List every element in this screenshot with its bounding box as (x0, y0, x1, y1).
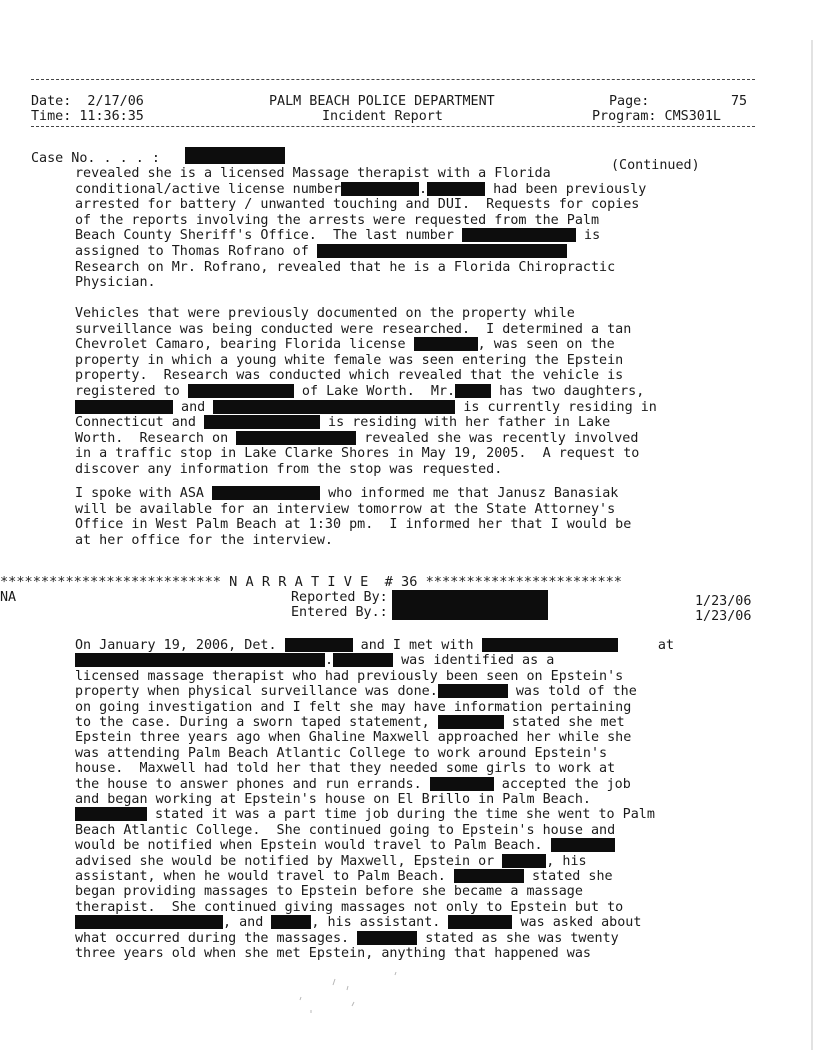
text-line (75, 166, 551, 181)
text-line (75, 486, 618, 501)
text-line (75, 213, 599, 228)
text-line (75, 931, 619, 946)
redaction-bar (482, 638, 618, 652)
program-code: Program: CMS301L (592, 109, 721, 124)
text-segment: in a traffic stop in Lake Clarke Shores in May 19, 2005. A request to (75, 446, 640, 462)
text-segment: Vehicles that were previously documented on the property while (75, 306, 575, 321)
continued-marker: (Continued) (611, 158, 700, 173)
narrative-code: NA (0, 590, 17, 605)
scan-specks (300, 972, 396, 1013)
text-line (75, 653, 554, 668)
report-date: Date: 2/17/06 (31, 94, 144, 109)
redaction-bar (271, 915, 311, 929)
text-line (75, 337, 615, 352)
text-line (75, 502, 615, 517)
text-segment: revealed she was recently involved (356, 430, 639, 446)
text-segment: Connecticut and (75, 415, 204, 431)
text-segment: Chevrolet Camaro, bearing Florida license (75, 337, 414, 353)
redaction-bar (502, 854, 546, 868)
text-segment: was attending Palm Beach Atlantic College to work around Epstein's (75, 745, 608, 761)
redaction-bar (285, 638, 353, 652)
text-segment: the house to answer phones and run errands. (75, 776, 430, 792)
text-segment: and I met with (352, 638, 482, 653)
text-line (75, 838, 615, 853)
header-bottom-divider (31, 126, 755, 127)
text-line (75, 228, 600, 243)
text-segment: arrested for battery / unwanted touching and DUI. Requests for copies (75, 197, 640, 213)
text-segment: at her office for the interview. (75, 532, 333, 548)
text-segment: property when physical surveillance was done. (75, 684, 438, 700)
text-segment: house. Maxwell had told her that they needed some girls to work at (75, 761, 616, 777)
text-line (75, 533, 333, 548)
redaction-bar (188, 384, 294, 398)
text-line (75, 462, 502, 477)
text-segment: stated as she was twenty (417, 930, 619, 946)
redaction-bar (455, 384, 491, 398)
page-number: 75 (731, 94, 748, 109)
text-line (75, 884, 583, 899)
text-line (75, 275, 156, 290)
text-segment: Worth. Research on (75, 430, 237, 446)
text-segment: accepted the job (493, 776, 631, 792)
text-segment: . (419, 181, 428, 197)
text-line (75, 792, 591, 807)
text-segment: discover any information from the stop was requested. (75, 462, 503, 477)
redaction-bar (454, 869, 524, 883)
text-line (75, 946, 591, 961)
report-time: Time: 11:36:35 (31, 109, 144, 124)
text-segment: Beach County Sheriff's Office. The last number (75, 228, 462, 244)
text-segment: property in which a young white female was seen entering the Epstein (75, 352, 624, 368)
text-segment: stated she (523, 869, 613, 884)
text-line (75, 700, 631, 715)
entered-date: 1/23/06 (695, 609, 752, 624)
report-type: Incident Report (322, 109, 443, 124)
text-segment: surveillance was being conducted were researched. I determined a tan (75, 321, 632, 337)
text-segment: assigned to Thomas Rofrano of (75, 244, 317, 259)
text-line (75, 900, 623, 915)
text-segment: , his assistant. (311, 915, 449, 931)
text-segment: Epstein three years ago when Ghaline Maxwell approached her while she (75, 730, 632, 746)
text-segment: conditional/active license number (75, 181, 342, 197)
text-segment: was identified as a (393, 653, 555, 669)
page-label: Page: (609, 94, 650, 109)
redaction-bar (438, 715, 504, 729)
text-segment: began providing massages to Epstein before she became a massage (75, 884, 583, 900)
text-line (75, 915, 641, 930)
text-line (75, 715, 625, 730)
text-line (75, 638, 674, 653)
text-segment: was told of the (507, 684, 637, 700)
text-segment: is residing with her father in Lake (320, 415, 611, 431)
redaction-bar (75, 807, 147, 821)
text-segment: of the reports involving the arrests were requested from the Palm (75, 212, 600, 228)
text-line (75, 869, 613, 884)
text-segment: therapist. She continued giving massages not only to Epstein but to (75, 899, 624, 915)
text-segment: has two daughters, (491, 384, 645, 399)
text-segment: and began working at Epstein's house on El Brillo in Palm Beach. (75, 792, 591, 807)
text-line (75, 746, 607, 761)
text-segment: revealed she is a licensed Massage therapist with a Florida (75, 166, 551, 181)
text-segment: stated it was a part time job during the time she went to Palm (147, 807, 655, 823)
text-line (75, 415, 610, 430)
text-segment: Physician. (75, 275, 156, 291)
text-segment: . (325, 653, 334, 669)
redaction-bar (551, 838, 615, 852)
text-line (75, 306, 575, 321)
text-segment: was asked about (512, 915, 642, 931)
entered-by-label: Entered By.: (291, 605, 388, 620)
case-number-redaction (185, 147, 285, 165)
case-number-label: Case No. . . . : (31, 151, 160, 166)
redaction-bar (341, 182, 419, 196)
redaction-bar (204, 415, 320, 429)
redaction-bar (430, 777, 494, 791)
text-line (75, 446, 639, 461)
redaction-bar (317, 244, 567, 258)
narrative-banner: *************************** N A R R A T I V E # 36 ************************ (0, 574, 622, 590)
redaction-bar (438, 684, 508, 698)
text-line (75, 384, 644, 399)
text-line (75, 431, 638, 446)
text-line (75, 684, 637, 699)
header-top-divider (31, 79, 755, 80)
reported-date: 1/23/06 (695, 594, 752, 609)
text-segment: on going investigation and I felt she may have information pertaining (75, 699, 632, 715)
redaction-bar (333, 653, 393, 667)
reported-by-redaction (392, 590, 548, 621)
redaction-bar (75, 400, 173, 414)
text-segment: , and (223, 915, 272, 931)
redaction-bar (448, 915, 512, 929)
text-line (75, 182, 646, 197)
text-segment: registered to (75, 384, 188, 399)
text-segment: I spoke with ASA (75, 486, 213, 501)
text-segment: three years old when she met Epstein, anything that happened was (75, 946, 591, 961)
redaction-bar (213, 400, 337, 414)
text-line (75, 761, 615, 776)
text-segment: stated she met (503, 715, 625, 730)
text-segment: Research on Mr. Rofrano, revealed that he is a Florida Chiropractic (75, 259, 616, 275)
redaction-bar (337, 400, 455, 414)
text-line (75, 517, 631, 532)
text-segment: , was seen on the (477, 337, 615, 353)
text-segment: who informed me that Janusz Banasiak (320, 486, 619, 501)
text-segment: Beach Atlantic College. She continued going to Epstein's house and (75, 822, 616, 838)
text-line (75, 669, 623, 684)
redaction-bar (462, 228, 576, 242)
text-segment: is currently residing in (455, 399, 657, 415)
redaction-bar (357, 931, 417, 945)
text-segment: advised she would be notified by Maxwell, Epstein or (75, 853, 503, 869)
redaction-bar (212, 486, 320, 500)
text-segment: and (173, 399, 214, 415)
text-line (75, 730, 631, 745)
text-line (75, 244, 567, 259)
text-line (75, 260, 615, 275)
text-segment: of Lake Worth. Mr. (293, 384, 456, 399)
text-segment: at (617, 638, 675, 653)
text-segment: property. Research was conducted which revealed that the vehicle is (75, 368, 624, 384)
redaction-bar (414, 337, 478, 351)
text-segment: assistant, when he would travel to Palm Beach. (75, 869, 454, 884)
text-segment: what occurred during the massages. (75, 930, 358, 946)
text-line (75, 368, 623, 383)
redaction-bar (75, 915, 223, 929)
redaction-bar (75, 653, 325, 667)
text-line (75, 353, 623, 368)
text-segment: Office in West Palm Beach at 1:30 pm. I informed her that I would be (75, 517, 632, 533)
text-line (75, 400, 657, 415)
text-line (75, 777, 631, 792)
text-line (75, 807, 655, 822)
department-name: PALM BEACH POLICE DEPARTMENT (269, 94, 495, 109)
text-segment: had been previously (485, 181, 647, 197)
text-line (75, 322, 631, 337)
text-segment: to the case. During a sworn taped statement, (75, 715, 438, 730)
text-line (75, 823, 615, 838)
text-segment: licensed massage therapist who had previously been seen on Epstein's (75, 668, 624, 684)
reported-by-label: Reported By: (291, 590, 388, 605)
text-segment: , his (546, 853, 587, 869)
text-line (75, 197, 639, 212)
text-segment: On January 19, 2006, Det. (75, 638, 285, 653)
redaction-bar (427, 182, 485, 196)
redaction-bar (236, 431, 356, 445)
text-line (75, 854, 587, 869)
text-segment: would be notified when Epstein would travel to Palm Beach. (75, 838, 551, 854)
text-segment: will be available for an interview tomorrow at the State Attorney's (75, 501, 616, 517)
text-segment: is (575, 228, 601, 244)
